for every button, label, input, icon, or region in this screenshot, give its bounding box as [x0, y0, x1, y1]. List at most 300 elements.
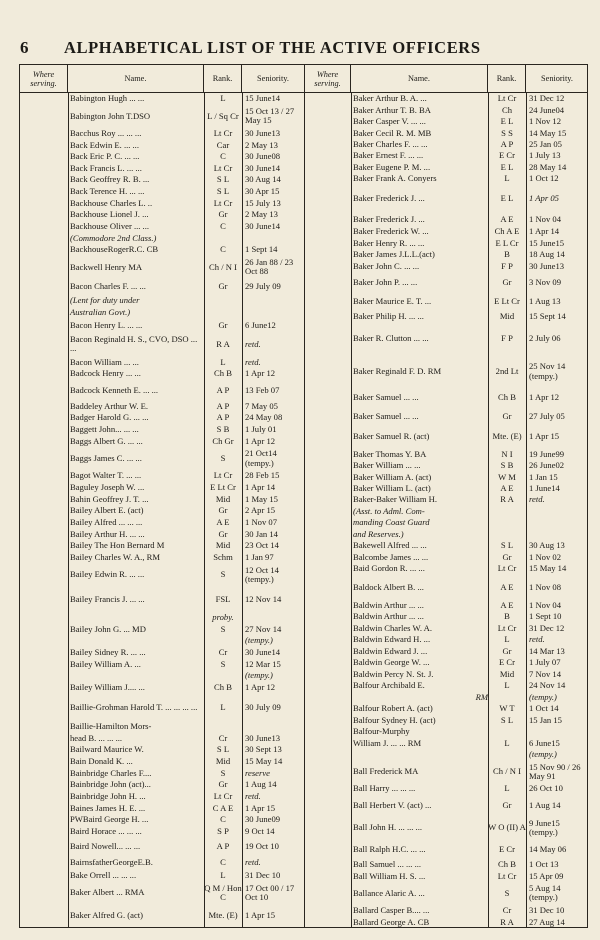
officer-name: Baker Ernest F. ... ... [353, 151, 424, 161]
officer-rank: A P [216, 841, 230, 851]
officer-name: Babington John T.DSO [70, 111, 151, 121]
officer-entry [20, 563, 304, 586]
officer-rank: A E [500, 484, 514, 494]
officer-entry [20, 470, 304, 482]
officer-rank: S L [500, 715, 514, 725]
officer-name: Balfour-Murphy [353, 727, 410, 737]
officer-name: Ball Herbert V. (act) ... [353, 800, 432, 810]
officer-name: Balcombe James ... ... [353, 552, 429, 562]
officer-name: Bailey Arthur H. ... ... [70, 529, 145, 539]
page-number: 6 [20, 38, 29, 57]
officer-name: Back Francis L. ... ... [70, 163, 142, 173]
officer-rank: Mid [215, 757, 231, 767]
officer-name: Baker Frank A. Conyers [353, 174, 437, 184]
officer-name: Ball Frederick MA [353, 767, 419, 777]
officer-entry [305, 575, 588, 600]
officer-entry [20, 380, 304, 401]
officer-rank: Schm [213, 552, 233, 562]
officer-seniority: 18 Aug 14 [529, 250, 565, 260]
officer-name: Baldock Albert B. ... [353, 582, 424, 592]
officer-rank: C [220, 221, 226, 231]
officer-name: head B. ... ... ... [70, 733, 123, 743]
officer-rank: Lt Cr [497, 94, 517, 104]
officer-entry [305, 726, 588, 737]
officer-entry [305, 841, 588, 859]
header-name: Name. [68, 65, 204, 92]
officer-name: Baines James H. E. ... [70, 803, 146, 813]
officer-name: manding Coast Guard [353, 518, 430, 528]
officer-rank: E L [500, 162, 514, 172]
right-entries [305, 93, 588, 927]
officer-rank: L [504, 635, 510, 645]
officer-entry [20, 540, 304, 552]
officer-rank: Cr [218, 733, 228, 743]
officer-entry [20, 368, 304, 380]
officer-rank: S L [216, 175, 230, 185]
officer-rank: Gr [218, 506, 228, 516]
officer-name: and Reserves.) [353, 529, 404, 539]
officer-seniority: 31 Dec 10 [245, 870, 281, 880]
officer-name: Badcock Kenneth E. ... ... [70, 385, 159, 395]
officer-seniority: 30 June08 [245, 152, 281, 162]
officer-entry [20, 904, 304, 927]
officer-name: Baillie-Grohman Harold T. ... ... ... ... [70, 702, 198, 712]
officer-entry [305, 506, 588, 517]
officer-seniority: 1 Aug 13 [529, 297, 561, 307]
officer-rank: Gr [218, 320, 228, 330]
officer-entry [20, 232, 304, 244]
officer-rank: S [504, 888, 510, 898]
officer-seniority: 15 Nov 90 / 26 May 91 [529, 762, 581, 781]
officer-seniority: 30 Jan 14 [245, 529, 278, 539]
officer-name: Baker Thomas Y. BA [353, 449, 427, 459]
officer-entry [20, 756, 304, 768]
officer-seniority: 9 Oct 14 [245, 826, 275, 836]
officer-name: Ball Harry ... ... ... [353, 784, 416, 794]
officer-rank: E Cr [499, 658, 515, 668]
officer-rank: Ch [501, 105, 513, 115]
officer-rank: A P [216, 385, 230, 395]
officer-seniority: 1 Apr 05 [529, 193, 559, 203]
officer-entry [20, 186, 304, 198]
officer-entry [305, 311, 588, 322]
officer-seniority: 23 Oct 14 [245, 541, 279, 551]
officer-name: Bahin Geoffrey J. T. ... [70, 494, 149, 504]
officer-rank: Ch A E [494, 227, 520, 237]
officer-entry [20, 435, 304, 447]
officer-entry [305, 293, 588, 311]
officer-name: William J. ... ... RM [353, 738, 422, 748]
officer-name: Bailey Charles W. A., RM [70, 552, 160, 562]
officer-entry [20, 624, 304, 636]
officer-seniority: 15 May 14 [529, 564, 567, 574]
officer-entry [20, 670, 304, 682]
officer-seniority: 15 Apr 09 [529, 871, 564, 881]
officer-rank: E L [500, 193, 514, 203]
right-column-block [304, 65, 588, 927]
officer-rank: Gr [502, 411, 512, 421]
officer-seniority: retd. [245, 858, 261, 868]
officer-seniority: 1 Apr 12 [245, 436, 276, 446]
officer-rank: Mte. (E) [492, 432, 522, 442]
officer-seniority: 21 Oct14 (tempy.) [245, 449, 277, 468]
officer-entry [305, 127, 588, 138]
officer-entry [305, 237, 588, 248]
officer-rank: S B [216, 425, 230, 435]
officer-name: Bain Donald K. ... [70, 757, 133, 767]
officer-entry [20, 586, 304, 612]
officer-entry [20, 139, 304, 151]
officer-rank: S S [501, 128, 513, 138]
officer-name: Ball Samuel ... ... ... [353, 860, 422, 870]
officer-seniority: 26 June02 [529, 461, 565, 471]
officer-entry [305, 552, 588, 563]
officer-seniority: 30 Apr 15 [245, 187, 280, 197]
officer-name: Baird Nowell... ... ... [70, 841, 141, 851]
officer-seniority: 1 Apr 12 [529, 393, 560, 403]
officer-seniority: 1 Jan 15 [529, 472, 558, 482]
officer-rank: R A [216, 339, 230, 349]
officer-name: Baker John P. ... ... [353, 277, 418, 287]
officer-rank: Car [216, 140, 230, 150]
officer-rank: Ch B [498, 393, 516, 403]
officer-name: Baker Maurice E. T. ... [353, 297, 432, 307]
officer-entry [305, 173, 588, 184]
officer-name: Backhouse Oliver ... ... [70, 221, 149, 231]
officer-rank: Lt Cr [497, 623, 517, 633]
officer-seniority: 30 Sept 13 [245, 745, 282, 755]
officer-name: Baker-Baker William H. [353, 495, 438, 505]
officer-entry [305, 611, 588, 622]
officer-seniority: (tempy.) [245, 671, 273, 681]
officer-seniority: 30 June14 [245, 221, 281, 231]
officer-seniority: 1 Jan 97 [245, 552, 274, 562]
officer-seniority: 1 Aug 14 [529, 800, 561, 810]
officer-name: Bailey Alfred ... ... ... [70, 517, 143, 527]
officer-seniority: 12 Nov 14 [245, 594, 282, 604]
officer-rank: Gr [502, 800, 512, 810]
officer-seniority: 24 June04 [529, 105, 565, 115]
officer-name: Badger Harold G. ... ... [70, 413, 149, 423]
officer-name: BackhouseRogerR.C. CB [70, 245, 159, 255]
officer-entry [305, 260, 588, 271]
officer-name: Baker Alfred G. (act) [70, 911, 144, 921]
officer-entry [305, 600, 588, 611]
officer-entry [20, 647, 304, 659]
officer-entry [305, 882, 588, 905]
officer-rank: E Lt Cr [210, 483, 236, 493]
officer-name: Bacon William ... ... [70, 357, 139, 367]
officer-entry [305, 563, 588, 574]
officer-entry [305, 646, 588, 657]
officer-rank: L [504, 681, 510, 691]
officer-entry [305, 783, 588, 794]
officer-rank: Gr [502, 277, 512, 287]
officer-entry [305, 426, 588, 449]
officer-rank: E Lt Cr [494, 297, 520, 307]
officer-entry [20, 93, 304, 105]
officer-seniority: 1 Nov 04 [529, 214, 561, 224]
officer-rank: S L [216, 745, 230, 755]
officer-rank: N I [501, 449, 513, 459]
officer-entry [20, 318, 304, 332]
officer-name: Baldwin Edward J. ... [353, 646, 428, 656]
officer-name: BairnsfatherGeorgeE.B. [70, 858, 153, 868]
officer-rank: Ch / N I [493, 767, 521, 777]
officer-entry [305, 540, 588, 551]
officer-entry [20, 733, 304, 745]
officer-rank: Mid [499, 669, 515, 679]
officer-rank: A E [216, 517, 230, 527]
header-rank: Rank. [488, 65, 526, 92]
officer-name: Balfour Archibald E. [353, 681, 425, 691]
officer-name: Baker William L. (act) [353, 484, 431, 494]
officer-seniority: 6 June15 [529, 738, 560, 748]
officer-entry [20, 221, 304, 233]
officer-seniority: 1 July 07 [529, 658, 561, 668]
officer-seniority: 1 Oct 14 [529, 704, 559, 714]
officer-name: Baggett John... ... ... [70, 425, 139, 435]
officer-rank: S [220, 659, 226, 669]
officer-entry [305, 859, 588, 870]
officer-rank: Lt Cr [213, 129, 233, 139]
officer-seniority: 27 Nov 14 [245, 624, 282, 634]
officer-seniority: 19 June99 [529, 449, 565, 459]
officer-entry [20, 517, 304, 529]
officer-seniority: 31 Dec 10 [529, 906, 565, 916]
officer-seniority: 28 May 14 [529, 162, 567, 172]
officer-entry [20, 128, 304, 140]
officer-rank: S [220, 768, 226, 778]
officer-seniority: 1 June14 [529, 484, 560, 494]
officer-entry [20, 209, 304, 221]
officer-entry [20, 802, 304, 814]
officer-seniority: 2 Apr 15 [245, 506, 276, 516]
officer-entry [305, 760, 588, 783]
officer-seniority: 24 May 08 [245, 413, 283, 423]
officer-name: Bailey William J.... ... [70, 682, 145, 692]
officer-seniority: 15 May 14 [245, 757, 283, 767]
officer-seniority: 1 July 13 [529, 151, 561, 161]
officer-name: PWBaird George H. ... [70, 815, 149, 825]
officer-entry [20, 401, 304, 413]
officer-name: Baldwin Arthur ... ... [353, 600, 424, 610]
officer-rank: C [220, 245, 226, 255]
officer-name: Bailey Albert E. (act) [70, 506, 144, 516]
officer-seniority: 15 Jan 15 [529, 715, 562, 725]
officers-table [19, 64, 588, 928]
officer-seniority: 9 June15 (tempy.) [529, 818, 560, 838]
officer-name: Bainbridge Charles F.... [70, 768, 152, 778]
officer-rank: Lt Cr [497, 871, 517, 881]
officer-rank: Mid [499, 312, 515, 321]
officer-rank: F P [501, 261, 513, 271]
officer-seniority: 14 May 15 [529, 128, 567, 138]
officer-rank: C [220, 858, 226, 868]
officer-rank: L [220, 870, 226, 880]
officer-seniority: 1 Apr 15 [245, 911, 276, 921]
officer-seniority: 30 June13 [245, 733, 281, 743]
officer-entry [20, 779, 304, 791]
officer-name: Balfour Sydney H. (act) [353, 715, 436, 725]
officer-rank: proby. [212, 613, 234, 623]
officer-seniority: 26 Oct 10 [529, 784, 563, 794]
officer-rank: A E [500, 582, 514, 592]
officer-name: Baid Gordon R. ... ... [353, 564, 425, 574]
officer-entry [20, 505, 304, 517]
officer-name: Babington Hugh ... ... [70, 94, 145, 104]
officer-name: Baker William ... ... [353, 461, 421, 471]
officer-rank: Cr [502, 906, 512, 916]
officer-rank: B [504, 612, 510, 622]
officer-seniority: 30 Aug 13 [529, 541, 565, 551]
officer-entry [305, 354, 588, 388]
officer-entry [20, 791, 304, 803]
officer-rank: Lt Cr [213, 163, 233, 173]
officer-entry [20, 357, 304, 369]
officer-entry [305, 150, 588, 161]
officer-seniority: 15 June14 [245, 94, 281, 104]
header-seniority: Seniority. [541, 74, 573, 83]
officer-rank: Gr [502, 646, 512, 656]
officer-entry [305, 905, 588, 916]
officer-seniority: 3 Nov 09 [529, 277, 561, 287]
officer-rank: A P [500, 140, 514, 149]
officer-entry [305, 692, 588, 703]
officer-rank: A P [216, 401, 230, 411]
officer-seniority: 15 June15 [529, 238, 565, 248]
officer-entry [305, 162, 588, 173]
header-seniority: Seniority. [257, 74, 289, 83]
officer-seniority: 30 June13 [529, 261, 565, 271]
officer-rank: S P [217, 826, 229, 836]
officer-name: Baggs Albert G. ... ... [70, 436, 143, 446]
officer-seniority: 7 May 05 [245, 401, 278, 411]
officer-name: Baldwin Edward H. ... [353, 635, 431, 645]
officer-name: (Commodore 2nd Class.) [70, 233, 157, 243]
officer-name: (Asst. to Adml. Com- [353, 506, 425, 516]
officer-name: Back Geoffrey R. B. ... [70, 175, 150, 185]
officer-seniority: 2 May 13 [245, 210, 278, 220]
officer-name: Baker Charles F. ... ... [353, 140, 428, 149]
officer-name: Baldwin Charles W. A. [353, 623, 433, 633]
officer-rank: L [220, 357, 226, 367]
officer-name: Ball William H. S. ... [353, 871, 426, 881]
officer-name: Baddeley Arthur W. E. [70, 401, 149, 411]
officer-rank: Ch B [214, 682, 232, 692]
officer-rank: W T [499, 704, 515, 714]
officer-rank: L [504, 738, 510, 748]
officer-name: Bailey Francis J. ... ... [70, 594, 145, 604]
officer-seniority: 27 July 05 [529, 411, 565, 421]
officer-name: Baker John C. ... ... [353, 261, 420, 271]
officer-seniority: 1 Apr 12 [245, 369, 276, 379]
officer-entry [20, 256, 304, 279]
officer-name: Baldwin Arthur ... ... [353, 612, 424, 622]
officer-name: Bacchus Roy ... ... ... [70, 129, 142, 139]
officer-seniority: 2 July 06 [529, 333, 561, 343]
officer-seniority: 1 Sept 10 [529, 612, 562, 622]
officer-rank: W O (II) A [488, 823, 526, 833]
officer-entry [20, 856, 304, 870]
officer-entry [305, 737, 588, 748]
officer-entry [305, 494, 588, 505]
officer-entry [305, 517, 588, 528]
officer-entry [305, 407, 588, 425]
officer-name: Baker Samuel ... ... [353, 393, 419, 403]
officer-entry [305, 715, 588, 726]
officer-entry [20, 151, 304, 163]
officer-name: Bailey William A. ... [70, 659, 141, 669]
page-title: ALPHABETICAL LIST OF THE ACTIVE OFFICERS [64, 38, 481, 57]
officer-entry [20, 163, 304, 175]
officer-name: Baguley Joseph W. ... [70, 483, 145, 493]
officer-entry [305, 471, 588, 482]
officer-rank: FSL [215, 594, 231, 604]
officer-seniority: (tempy.) [529, 692, 557, 702]
officer-entry [20, 682, 304, 694]
officer-rank: E Cr [499, 151, 515, 161]
officer-entry [20, 814, 304, 826]
officer-rank: Gr [218, 780, 228, 790]
officer-seniority: 1 Oct 12 [529, 174, 559, 184]
officer-seniority: 6 June12 [245, 320, 276, 330]
officer-name: Baker Albert ... RMA [70, 888, 145, 898]
officer-entry [20, 307, 304, 319]
officer-name: Baillie-Hamilton Mors- [70, 722, 152, 732]
officer-rank: L [504, 174, 510, 184]
officer-rank: W M [498, 472, 516, 482]
officer-entry [20, 244, 304, 256]
officer-entry [305, 815, 588, 840]
officer-name: Bailey Sidney R. ... ... [70, 647, 146, 657]
officer-name: Ballance Alaric A. ... [353, 888, 425, 898]
officer-seniority: 17 Oct 00 / 17 Oct 10 [245, 883, 295, 902]
officer-seniority: 15 Oct 13 / 27 May 15 [245, 107, 295, 126]
officer-rank: E L Cr [495, 238, 519, 248]
officer-name: RM [475, 692, 488, 702]
officer-rank: R A [500, 495, 514, 505]
officer-rank: Mid [215, 494, 231, 504]
officer-name: Baker Philip H. ... ... [353, 312, 424, 321]
officer-rank: L [504, 784, 510, 794]
officer-name: Baker Arthur B. A. ... [353, 94, 427, 104]
officer-rank: A P [216, 413, 230, 423]
officer-rank: S L [216, 187, 230, 197]
officer-name: Baker Frederick J. ... [353, 214, 425, 224]
officer-rank: S [220, 454, 226, 464]
officer-name: Bailey The Hon Bernard M [70, 541, 165, 551]
officer-seniority: 19 Oct 10 [245, 841, 279, 851]
officer-name: Back Terence H. ... ... [70, 187, 145, 197]
officer-entry [305, 322, 588, 354]
officer-rank: S [220, 570, 226, 580]
officer-name: Baker Samuel R. (act) [353, 432, 430, 442]
officer-rank: Gr [218, 210, 228, 220]
officer-rank: E Cr [499, 845, 515, 855]
officer-seniority: 1 Apr 14 [245, 483, 276, 493]
officer-seniority: 1 Nov 08 [529, 582, 561, 592]
officer-entry [305, 529, 588, 540]
officer-name: Baird Horace ... ... ... [70, 826, 142, 836]
officer-rank: S B [500, 461, 514, 471]
officer-rank: Lt Cr [213, 471, 233, 481]
officer-rank: Q M / Hon C [204, 883, 242, 902]
officer-seniority: 1 Oct 13 [529, 860, 559, 870]
officer-seniority: 12 Mar 15 [245, 659, 281, 669]
officer-entry [305, 104, 588, 115]
officer-seniority: 31 Dec 12 [529, 94, 565, 104]
